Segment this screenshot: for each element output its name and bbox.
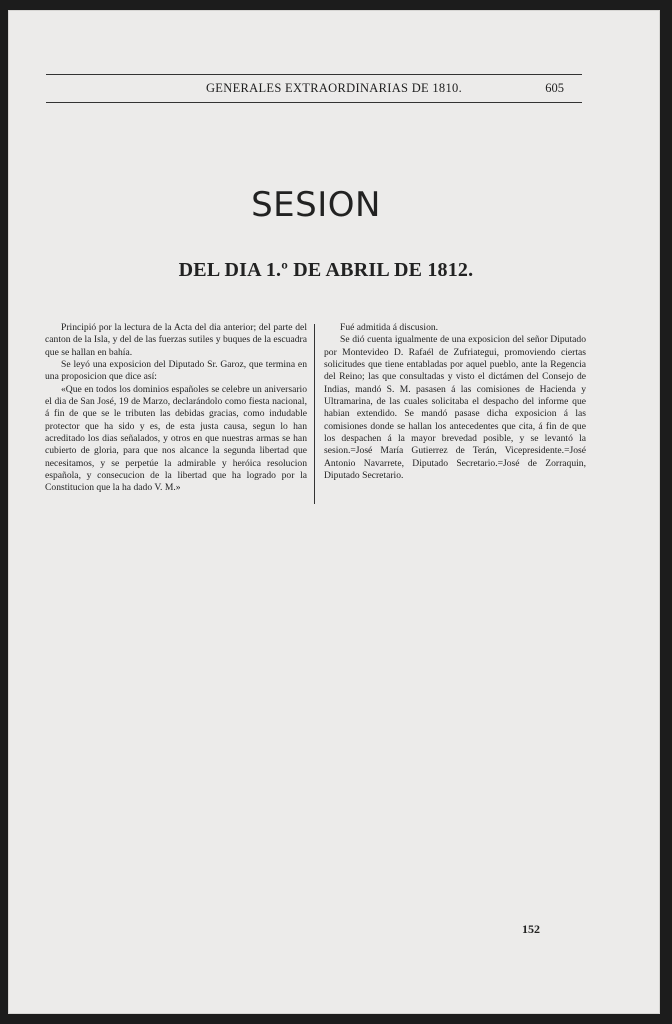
paragraph: Fué admitida á discusion. <box>340 322 439 333</box>
running-title: GENERALES EXTRAORDINARIAS DE 1810. <box>205 81 463 95</box>
column-divider <box>314 324 315 504</box>
printer-folio: 152 <box>522 922 540 936</box>
left-text-column <box>45 322 307 495</box>
right-text-column <box>324 322 586 482</box>
header-rule-bottom <box>46 102 582 103</box>
paragraph: Se dió cuenta igualmente de una exposicion del señor Diputado por Montevideo D. Rafaél de Zufriategui, promoviendo ciertas solicitudes que tiene entabladas por aquel pueblo, ante la Regencia del Reino; las que consultadas y visto el dictámen del Consejo de Indias, mandó S. M. pasasen á las comisiones de Hacienda y Ultramarina, de las cuales solicitaba el despacho del informe que habian extendido. Se mandó pasase dicha exposicion á las comisiones donde se hallan los antecedentes que cita, á fin de que los despachen á la mayor brevedad posible, y se levantó la sesion.=José María Gutierrez de Terán, Vicepresidente.=José Antonio Navarrete, Diputado Secretario.=José de Zorraquin, Diputado Secretario. <box>324 334 586 482</box>
page-number: 605 <box>545 81 564 95</box>
paragraph: Se leyó una exposicion del Diputado Sr. Garoz, que termina en una proposicion que dice así: <box>45 359 307 383</box>
session-title: SESION <box>251 184 381 225</box>
header-rule-top <box>46 74 582 75</box>
document-page <box>8 10 660 1014</box>
paragraph: Principió por la lectura de la Acta del dia anterior; del parte del canton de la Isla, y del de las fuerzas sutiles y buques de la escuadra que se hallan en bahía. <box>45 322 307 358</box>
session-date-subtitle: DEL DIA 1.º DE ABRIL DE 1812. <box>178 258 474 281</box>
paragraph: «Que en todos los dominios españoles se celebre un aniversario el dia de San José, 19 de Marzo, declarándolo como fiesta nacional, á fin de que se le tributen las debidas gracias, como indudable protector que ha sido y es, de esta justa causa, segun lo han acreditado los dias señalados, y otros en que nuestras armas se han cubierto de gloria, para que nos alcance la segunda libertad que necesitamos, y se perpetúe la admirable y heróica resolucion española, y consecucion de la libertad que ha logrado por la Constitucion que la ha dado V. M.» <box>45 383 307 494</box>
